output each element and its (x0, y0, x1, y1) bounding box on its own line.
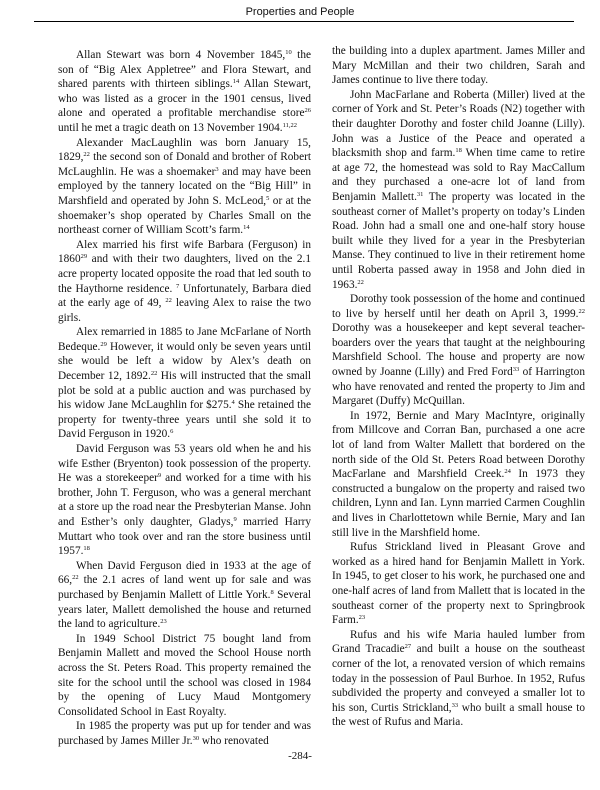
left-column (58, 48, 311, 749)
text-run: Unfortunately, Barbara died at the early age of 49, (58, 282, 311, 310)
text-run: the son of “Big Alex Appletree” and Flora Stewart, and shared parents with thirteen siblings. (58, 49, 311, 91)
footnote-ref: 9 (157, 472, 162, 480)
paragraph (332, 540, 585, 628)
paragraph (58, 632, 311, 720)
footnote-ref: 22 (83, 151, 90, 159)
running-header: Properties and People (245, 6, 355, 18)
text-run: the 2.1 acres of land went up for sale and was purchased by Benjamin Mallett of Little York. (58, 574, 311, 601)
footnote-ref: 14 (243, 224, 250, 232)
text-run: who built a small house to the west of Rufus and Maria. (332, 701, 585, 729)
paragraph (332, 44, 585, 88)
text-run: David Ferguson was 53 years old when he and his wife Esther (Bryenton) took possession of the property. He was a storekeeper (58, 443, 311, 485)
text-run: and with their two daughters, lived on the 2.1 acre property located opposite the road that led south to the Haythorne residence. (58, 253, 311, 295)
text-run: In 1972, Bernie and Mary MacIntyre, originally from Millcove and Corran Ban, purchased a one acre lot of land from Walter Mallett that bordered on the north side of the Old St. Peters Road between Dorothy MacFarlane and Marshfield Creek. (332, 409, 585, 481)
paragraph (58, 559, 311, 632)
right-column (332, 44, 585, 730)
footnote-ref: 26 (304, 107, 311, 115)
text-run: Dorothy was a housekeeper and kept several teacher-boarders over the years that taught at the neighbouring Marshfield School. The house and property are now owned by Joanne (Lilly) and Fred Ford (332, 322, 585, 379)
text-run: When David Ferguson died in 1933 at the age of 66, (58, 559, 311, 587)
paragraph (332, 88, 585, 292)
text-run: Alex married his first wife Barbara (Ferguson) in 1860 (58, 238, 311, 266)
text-run: However, it would only be seven years until she would be left a widow by Alex’s death on December 12, 1892. (58, 340, 311, 383)
paragraph (58, 136, 311, 238)
text-run: until he met a tragic death on 13 November 1904. (58, 121, 283, 134)
paragraph (332, 292, 585, 409)
text-run: married Harry Muttart who took over and ran the store business until 1957. (58, 516, 311, 558)
text-run: When time came to retire at age 72, the homestead was sold to Ray MacCallum and they purchased a one-acre lot of land from Benjamin Mallett. (332, 147, 585, 203)
footnote-ref: 18 (455, 147, 462, 155)
footnote-ref: 30 (192, 734, 200, 742)
text-run: leaving Alex to raise the two girls. (58, 297, 311, 324)
text-run: Allan Stewart was born 4 November 1845, (76, 49, 286, 61)
paragraph (58, 48, 311, 136)
footnote-ref: 24 (504, 468, 511, 476)
footnote-ref: 5 (266, 194, 270, 202)
text-run: Rufus Strickland lived in Pleasant Grove and worked as a hired hand for Benjamin Mallett in York. In 1945, to get closer to his work, he purchased one and one-half acres of land from Mallett that is located in the southeast corner of the property next to Springbrook Farm. (332, 541, 585, 627)
text-run: of Harrington who have renovated and rented the property to Jim and Margaret (Duffy) McQuillan. (332, 366, 585, 408)
footnote-ref: 7 (176, 282, 180, 290)
footnote-ref: 8 (270, 588, 274, 596)
text-run: and worked for a time with his brother, John T. Ferguson, who was a general merchant at a store up the road near the Presbyterian Manse. John and Esther’s only daughter, Gladys, (58, 472, 311, 528)
footnote-ref: 11,22 (282, 121, 298, 129)
paragraph (332, 409, 585, 540)
paragraph (332, 628, 585, 730)
text-run: and built a house on the southeast corner of the lot, a renovated version of which remains today in the possession of Paul Burhoe. In 1952, Rufus subdivided the property and conveyed a smaller lot to his son, Curtis Strickland, (332, 643, 585, 714)
paragraph (58, 719, 311, 748)
footnote-ref: 31 (416, 190, 424, 198)
text-run: Rufus and his wife Maria hauled lumber from Grand Tracadie (332, 628, 585, 656)
page-number: -284- (288, 750, 312, 762)
text-run: Alex remarried in 1885 to Jane McFarlane of North Bedeque. (58, 326, 311, 353)
text-run: She retained the property for twenty-three years until she sold it to David Ferguson in 1920. (58, 399, 311, 441)
footnote-ref: 18 (83, 545, 90, 553)
footnote-ref: 22 (150, 370, 158, 378)
text-run: Several years later, Mallett demolished the house and returned the land to agriculture. (58, 588, 311, 631)
text-run: The property was located in the southeast corner of Mallet’s property on today’s Linden Road. John had a small one and one-half story house built while they lived for a year in the Presbyterian Manse. They continued to live in their retirement home until Roberta passed away in 1958 and John died in 1963. (332, 190, 585, 291)
text-run: John MacFarlane and Roberta (Miller) lived at the corner of York and St. Peter’s Roads (N2) together with their daughter Dorothy and foster child Joanne (Lilly). John was a Justice of the Peace and operated a blacksmith shop and farm. (332, 88, 585, 160)
footnote-ref: 22 (357, 278, 364, 286)
footnote-ref: 29 (80, 253, 88, 261)
text-run: who renovated (199, 734, 269, 747)
text-run: In 1949 School District 75 bought land from Benjamin Mallett and moved the School House north across the St. Peters Road. This property remained the site for the school until the school was closed in 1984 by the opening of Lucy Maud Montgomery Consolidated School in East Royalty. (58, 632, 311, 718)
footnote-ref: 33 (512, 366, 520, 374)
paragraph (58, 238, 311, 326)
text-run: the building into a duplex apartment. James Miller and Mary McMillan and their two children, Sarah and James continue to live there today. (332, 45, 585, 87)
paragraph (58, 442, 311, 559)
text-run: Dorothy took possession of the home and continued to live by herself until her death on April 3, 1999. (332, 293, 586, 320)
footnote-ref: 3 (215, 165, 219, 173)
footnote-ref: 22 (578, 307, 585, 315)
footnote-ref: 23 (160, 618, 167, 626)
footnote-ref: 22 (72, 574, 79, 582)
footnote-ref: 27 (404, 643, 412, 651)
text-run: Allan Stewart, who was listed as a grocer in the 1901 census, lived alone and operated a profitable merchandise store (58, 78, 311, 120)
footnote-ref: 10 (285, 49, 292, 56)
text-run: the second son of Donald and brother of Robert McLaughlin. He was a shoemaker (58, 151, 311, 178)
footnote-ref: 4 (231, 399, 235, 407)
text-run: In 1973 they constructed a bungalow on the property and raised two children, Lynn and Ian. Lynn married Carmen Coughlin and lives in Charlottetown while Bernie, Mary and Ian still live in the Marshfield home. (332, 468, 585, 539)
text-run: Alexander MacLaughlin was born January 15, 1829, (58, 136, 311, 164)
footnote-ref: 22 (165, 297, 172, 305)
footnote-ref: 23 (358, 614, 366, 622)
text-run: and may have been employed by the tannery located on the “Big Hill” in Marshfield and operated by John S. McLeod, (58, 165, 311, 207)
footnote-ref: 14 (232, 78, 240, 86)
header-rule (34, 21, 574, 22)
footnote-ref: 33 (451, 701, 459, 709)
footnote-ref: 6 (170, 428, 174, 436)
text-run: His will instructed that the small plot be sold at a public auction and was purchased by his widow Jane McLaughlin for $275. (58, 370, 311, 412)
text-run: In 1985 the property was put up for tender and was purchased by James Miller Jr. (58, 720, 311, 747)
paragraph (58, 325, 311, 442)
text-run: or at the shoemaker’s shop operated by Charles Small on the northeast corner of William Scott’s farm. (58, 194, 311, 237)
footnote-ref: 9 (233, 516, 237, 523)
footnote-ref: 29 (100, 340, 107, 348)
